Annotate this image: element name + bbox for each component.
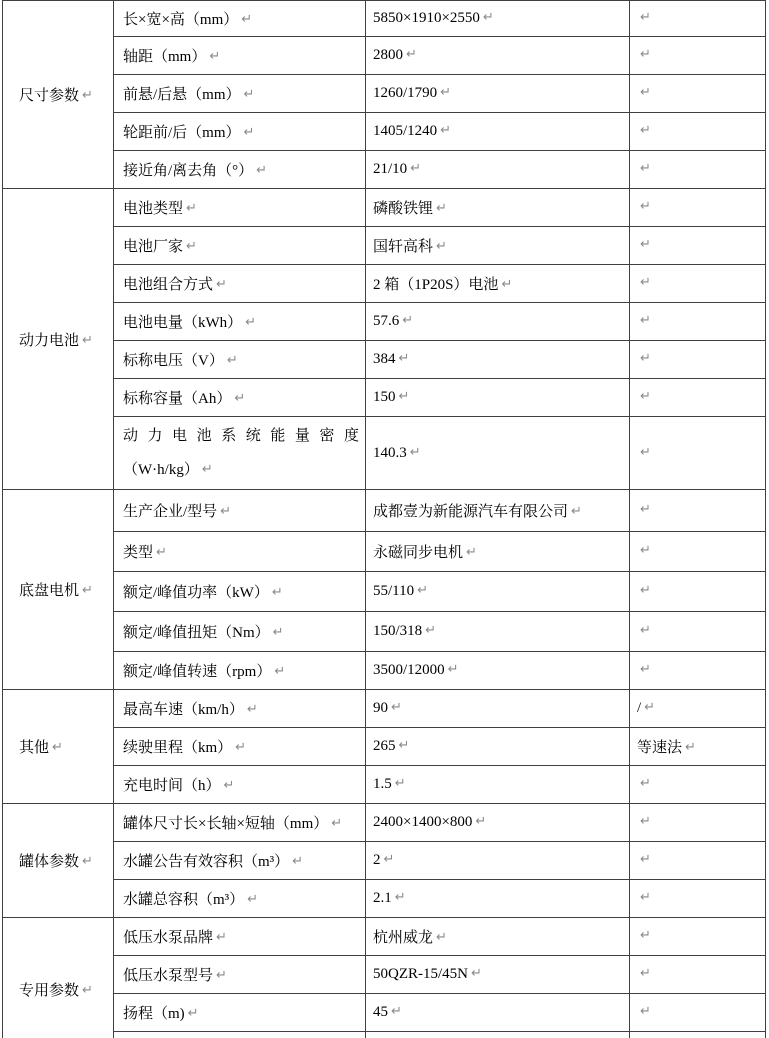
param-label: 电池类型 — [123, 201, 184, 217]
param-label: 低压水泵型号 — [123, 968, 214, 984]
note-cell — [630, 612, 766, 652]
value-text: 磷酸铁锂 — [373, 201, 434, 217]
note-cell — [630, 842, 766, 880]
param-cell — [114, 532, 366, 572]
paragraph-mark: ↵ — [640, 623, 651, 638]
paragraph-mark: ↵ — [247, 892, 259, 907]
param-cell — [114, 728, 366, 766]
param-cell — [114, 880, 366, 918]
note-cell — [630, 113, 766, 151]
value-text: 2.1 — [373, 890, 392, 906]
param-label: 生产企业/型号 — [123, 504, 218, 520]
note-text: / — [637, 700, 642, 716]
param-label: 罐体尺寸长×长轴×短轴（mm） — [123, 816, 329, 832]
paragraph-mark: ↵ — [234, 391, 246, 406]
param-cell — [114, 265, 366, 303]
paragraph-mark: ↵ — [501, 277, 513, 292]
param-cell — [114, 994, 366, 1032]
paragraph-mark: ↵ — [256, 163, 268, 178]
group-label: 底盘电机 — [19, 583, 80, 599]
value-cell — [366, 1, 630, 37]
note-cell — [630, 690, 766, 728]
paragraph-mark: ↵ — [409, 444, 421, 460]
param-cell — [114, 113, 366, 151]
paragraph-mark: ↵ — [272, 625, 284, 640]
value-text: 150/318 — [373, 623, 423, 639]
paragraph-mark: ↵ — [436, 239, 447, 254]
value-text: 5850×1910×2550 — [373, 10, 480, 26]
paragraph-mark: ↵ — [417, 583, 429, 598]
note-cell — [630, 341, 766, 379]
note-cell — [630, 1032, 766, 1038]
param-label: 水罐总容积（m³） — [123, 892, 245, 908]
note-cell — [630, 379, 766, 417]
value-cell — [366, 766, 630, 804]
paragraph-mark: ↵ — [223, 778, 235, 793]
paragraph-mark: ↵ — [82, 583, 93, 598]
param-cell — [114, 804, 366, 842]
value-text: 永磁同步电机 — [373, 545, 464, 561]
value-text: 45 — [373, 1004, 388, 1020]
paragraph-mark: ↵ — [436, 201, 447, 216]
group-label: 专用参数 — [19, 983, 80, 999]
paragraph-mark: ↵ — [640, 85, 651, 100]
note-cell — [630, 1, 766, 37]
paragraph-mark: ↵ — [644, 700, 656, 715]
value-cell — [366, 804, 630, 842]
value-cell — [366, 728, 630, 766]
paragraph-mark: ↵ — [640, 890, 651, 905]
note-cell — [630, 532, 766, 572]
value-cell — [366, 994, 630, 1032]
value-text: 21/10 — [373, 161, 408, 177]
note-cell — [630, 572, 766, 612]
paragraph-mark: ↵ — [246, 702, 258, 717]
paragraph-mark: ↵ — [243, 87, 255, 102]
param-label: 电池电量（kWh） — [123, 315, 243, 331]
param-label: 额定/峰值转速（rpm） — [123, 664, 272, 680]
paragraph-mark: ↵ — [640, 161, 651, 176]
param-label: 电池组合方式 — [123, 277, 214, 293]
paragraph-mark: ↵ — [82, 854, 93, 869]
paragraph-mark: ↵ — [640, 852, 651, 867]
group-label: 尺寸参数 — [19, 88, 80, 104]
paragraph-mark: ↵ — [398, 389, 410, 404]
value-cell — [366, 842, 630, 880]
note-cell — [630, 265, 766, 303]
vehicle-spec-table — [2, 0, 766, 1038]
param-cell — [114, 227, 366, 265]
value-text: 杭州威龙 — [373, 930, 434, 946]
param-label: 电池厂家 — [123, 239, 184, 255]
paragraph-mark: ↵ — [241, 12, 253, 27]
note-cell — [630, 151, 766, 189]
param-cell — [114, 379, 366, 417]
paragraph-mark: ↵ — [391, 1004, 402, 1019]
param-cell — [114, 690, 366, 728]
param-label: 低压水泵品牌 — [123, 930, 214, 946]
value-text: 1.5 — [373, 776, 392, 792]
value-cell — [366, 490, 630, 532]
param-cell — [114, 1, 366, 37]
value-cell — [366, 341, 630, 379]
param-cell — [114, 490, 366, 532]
paragraph-mark: ↵ — [640, 123, 651, 138]
paragraph-mark: ↵ — [220, 504, 232, 519]
group-label: 罐体参数 — [19, 854, 80, 870]
paragraph-mark: ↵ — [243, 125, 255, 140]
note-cell — [630, 804, 766, 842]
value-cell — [366, 265, 630, 303]
value-cell — [366, 612, 630, 652]
paragraph-mark: ↵ — [685, 740, 696, 755]
param-label: 接近角/离去角（°） — [123, 163, 254, 179]
paragraph-mark: ↵ — [406, 47, 417, 62]
paragraph-mark: ↵ — [216, 277, 227, 292]
value-text: 140.3 — [373, 444, 407, 461]
note-text: 等速法 — [637, 740, 683, 756]
paragraph-mark: ↵ — [383, 852, 395, 867]
paragraph-mark: ↵ — [640, 543, 651, 558]
param-label: 标称容量（Ah） — [123, 391, 232, 407]
paragraph-mark: ↵ — [640, 237, 651, 252]
value-cell — [366, 572, 630, 612]
paragraph-mark: ↵ — [402, 313, 414, 328]
note-cell — [630, 75, 766, 113]
paragraph-mark: ↵ — [640, 47, 651, 62]
param-cell — [114, 75, 366, 113]
value-text: 1405/1240 — [373, 123, 438, 139]
value-text: 2800 — [373, 47, 403, 63]
paragraph-mark: ↵ — [440, 85, 452, 100]
value-cell — [366, 151, 630, 189]
paragraph-mark: ↵ — [640, 776, 651, 791]
note-cell — [630, 956, 766, 994]
group-label: 动力电池 — [19, 332, 80, 349]
value-text: 57.6 — [373, 313, 400, 329]
paragraph-mark: ↵ — [482, 10, 494, 25]
param-label: 类型 — [123, 545, 154, 561]
paragraph-mark: ↵ — [394, 776, 406, 791]
paragraph-mark: ↵ — [226, 353, 238, 368]
paragraph-mark: ↵ — [640, 444, 651, 460]
value-text: 265 — [373, 738, 396, 754]
value-cell — [366, 189, 630, 227]
paragraph-mark: ↵ — [425, 623, 437, 638]
value-text: 90 — [373, 700, 388, 716]
paragraph-mark: ↵ — [216, 968, 227, 983]
value-cell — [366, 379, 630, 417]
group-label: 其他 — [19, 740, 50, 756]
value-cell — [366, 417, 630, 490]
paragraph-mark: ↵ — [394, 890, 406, 905]
note-cell — [630, 37, 766, 75]
paragraph-mark: ↵ — [571, 504, 582, 519]
paragraph-mark: ↵ — [640, 1004, 651, 1019]
paragraph-mark: ↵ — [52, 740, 63, 755]
param-cell — [114, 151, 366, 189]
param-cell — [114, 956, 366, 994]
note-cell — [630, 880, 766, 918]
paragraph-mark: ↵ — [245, 315, 257, 330]
value-text: 1260/1790 — [373, 85, 438, 101]
note-cell — [630, 417, 766, 490]
paragraph-mark: ↵ — [292, 854, 304, 869]
param-cell — [114, 303, 366, 341]
value-text: 2 箱（1P20S）电池 — [373, 277, 499, 293]
clipped-row — [3, 1032, 766, 1038]
group-cell-dimensions — [3, 1, 114, 189]
param-label: 前悬/后悬（mm） — [123, 87, 241, 103]
param-label: 水罐公告有效容积（m³） — [123, 854, 290, 870]
paragraph-mark: ↵ — [216, 930, 227, 945]
group-cell-tank — [3, 804, 114, 918]
paragraph-mark: ↵ — [640, 966, 651, 981]
value-text: 55/110 — [373, 583, 415, 599]
param-label: 充电时间（h） — [123, 778, 221, 794]
value-cell — [366, 690, 630, 728]
param-label: 扬程（m) — [123, 1006, 185, 1022]
value-cell — [366, 918, 630, 956]
paragraph-mark: ↵ — [235, 740, 247, 755]
group-cell-other — [3, 690, 114, 804]
value-cell — [366, 1032, 630, 1038]
param-label-line2: （W·h/kg） ↵ — [123, 461, 213, 478]
note-cell — [630, 918, 766, 956]
paragraph-mark: ↵ — [209, 49, 221, 64]
paragraph-mark: ↵ — [187, 1006, 199, 1021]
paragraph-mark: ↵ — [466, 545, 477, 560]
paragraph-mark: ↵ — [186, 239, 197, 254]
value-cell — [366, 113, 630, 151]
paragraph-mark: ↵ — [640, 275, 651, 290]
value-text: 2 — [373, 852, 381, 868]
paragraph-mark: ↵ — [391, 700, 402, 715]
param-label: 轮距前/后（mm） — [123, 125, 241, 141]
value-text: 384 — [373, 351, 396, 367]
param-label: 标称电压（V） — [123, 353, 224, 369]
paragraph-mark: ↵ — [640, 662, 651, 677]
paragraph-mark: ↵ — [186, 201, 197, 216]
paragraph-mark: ↵ — [436, 930, 447, 945]
group-cell-battery — [3, 189, 114, 490]
paragraph-mark: ↵ — [447, 662, 459, 677]
paragraph-mark: ↵ — [640, 351, 651, 366]
param-label: 长×宽×高（mm） — [123, 12, 239, 28]
paragraph-mark: ↵ — [640, 502, 651, 517]
paragraph-mark: ↵ — [640, 814, 651, 829]
value-cell — [366, 227, 630, 265]
paragraph-mark: ↵ — [271, 585, 283, 600]
paragraph-mark: ↵ — [82, 332, 93, 348]
paragraph-mark: ↵ — [640, 583, 651, 598]
param-cell — [114, 37, 366, 75]
note-cell — [630, 652, 766, 690]
value-text: 3500/12000 — [373, 662, 445, 678]
note-cell — [630, 490, 766, 532]
value-cell — [366, 37, 630, 75]
param-cell — [114, 189, 366, 227]
param-cell — [114, 918, 366, 956]
paragraph-mark: ↵ — [640, 313, 651, 328]
value-text: 150 — [373, 389, 396, 405]
paragraph-mark: ↵ — [640, 199, 651, 214]
value-cell — [366, 956, 630, 994]
param-cell — [114, 842, 366, 880]
value-text: 成都壹为新能源汽车有限公司 — [373, 504, 569, 520]
group-cell-chassis-motor — [3, 490, 114, 690]
value-text: 50QZR-15/45N — [373, 966, 468, 982]
note-cell — [630, 227, 766, 265]
param-cell — [114, 652, 366, 690]
note-cell — [630, 994, 766, 1032]
paragraph-mark: ↵ — [640, 10, 651, 25]
note-cell — [630, 728, 766, 766]
param-cell — [114, 1032, 366, 1038]
paragraph-mark: ↵ — [640, 389, 651, 404]
paragraph-mark: ↵ — [475, 814, 487, 829]
paragraph-mark: ↵ — [201, 461, 213, 477]
param-label: 轴距（mm） — [123, 49, 207, 65]
param-label: 续驶里程（km） — [123, 740, 233, 756]
param-cell-energy-density — [114, 417, 366, 490]
param-cell — [114, 341, 366, 379]
paragraph-mark: ↵ — [410, 161, 422, 176]
param-label: 额定/峰值扭矩（Nm） — [123, 625, 270, 641]
param-label: 最高车速（km/h） — [123, 702, 244, 718]
param-label-line1: 动力电池系统能量密度 — [123, 427, 359, 444]
paragraph-mark: ↵ — [331, 816, 343, 831]
paragraph-mark: ↵ — [156, 545, 167, 560]
value-cell — [366, 75, 630, 113]
note-cell — [630, 303, 766, 341]
value-cell — [366, 652, 630, 690]
note-cell — [630, 189, 766, 227]
value-cell — [366, 532, 630, 572]
paragraph-mark: ↵ — [640, 928, 651, 943]
param-cell — [114, 766, 366, 804]
param-label: 额定/峰值功率（kW） — [123, 585, 269, 601]
group-cell-special — [3, 918, 114, 1038]
value-text: 2400×1400×800 — [373, 814, 473, 830]
param-cell — [114, 612, 366, 652]
note-cell — [630, 766, 766, 804]
paragraph-mark: ↵ — [82, 88, 93, 103]
paragraph-mark: ↵ — [274, 664, 286, 679]
value-cell — [366, 880, 630, 918]
paragraph-mark: ↵ — [471, 966, 482, 981]
param-cell — [114, 572, 366, 612]
paragraph-mark: ↵ — [398, 738, 410, 753]
paragraph-mark: ↵ — [440, 123, 452, 138]
paragraph-mark: ↵ — [398, 351, 410, 366]
value-cell — [366, 303, 630, 341]
paragraph-mark: ↵ — [82, 983, 93, 998]
value-text: 国轩高科 — [373, 239, 434, 255]
